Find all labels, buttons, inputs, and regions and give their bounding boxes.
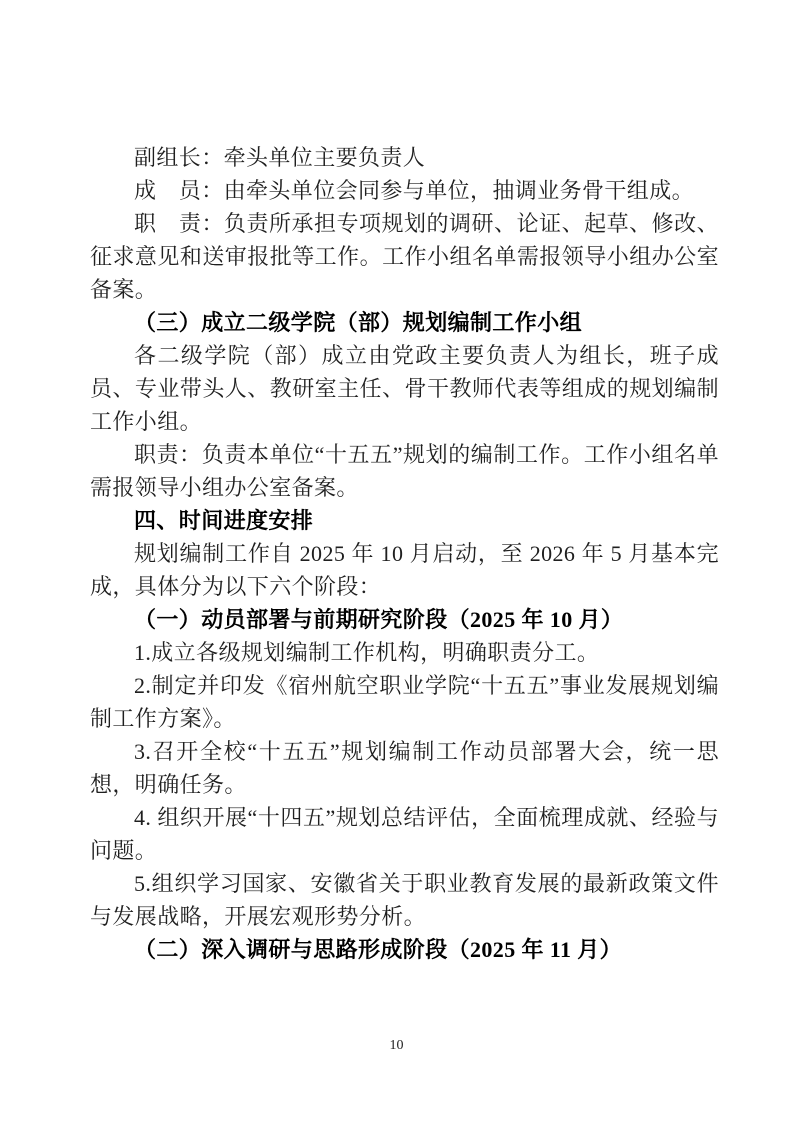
paragraph: 职 责：负责所承担专项规划的调研、论证、起草、修改、征求意见和送审报批等工作。工作小组名单需报领导小组办公室备案。 bbox=[90, 211, 719, 302]
heading-paragraph: （一）动员部署与前期研究阶段（2025 年 10 月） bbox=[134, 607, 624, 632]
paragraph: 副组长：牵头单位主要负责人 bbox=[134, 145, 426, 170]
paragraph: 各二级学院（部）成立由党政主要负责人为组长，班子成员、专业带头人、教研室主任、骨干教师代表等组成的规划编制工作小组。 bbox=[90, 343, 719, 434]
paragraph: 1.成立各级规划编制工作机构，明确职责分工。 bbox=[134, 640, 600, 665]
paragraph: 4. 组织开展“十四五”规划总结评估，全面梳理成就、经验与问题。 bbox=[90, 805, 719, 863]
paragraph: 规划编制工作自 2025 年 10 月启动，至 2026 年 5 月基本完成，具体分为以下六个阶段： bbox=[90, 541, 719, 599]
heading-paragraph: （三）成立二级学院（部）规划编制工作小组 bbox=[134, 310, 583, 335]
page-number-label: 10 bbox=[389, 1038, 404, 1053]
document-body bbox=[90, 141, 719, 966]
heading-paragraph: 四、时间进度安排 bbox=[134, 508, 314, 533]
heading-paragraph: （二）深入调研与思路形成阶段（2025 年 11 月） bbox=[134, 937, 623, 962]
paragraph: 2.制定并印发《宿州航空职业学院“十五五”事业发展规划编制工作方案》。 bbox=[90, 673, 719, 731]
paragraph: 3.召开全校“十五五”规划编制工作动员部署大会，统一思想，明确任务。 bbox=[90, 739, 719, 797]
page-footer bbox=[0, 1036, 793, 1056]
paragraph: 成 员：由牵头单位会同参与单位，抽调业务骨干组成。 bbox=[134, 178, 695, 203]
paragraph: 职责：负责本单位“十五五”规划的编制工作。工作小组名单需报领导小组办公室备案。 bbox=[90, 442, 719, 500]
paragraph: 5.组织学习国家、安徽省关于职业教育发展的最新政策文件与发展战略，开展宏观形势分析。 bbox=[90, 871, 719, 929]
